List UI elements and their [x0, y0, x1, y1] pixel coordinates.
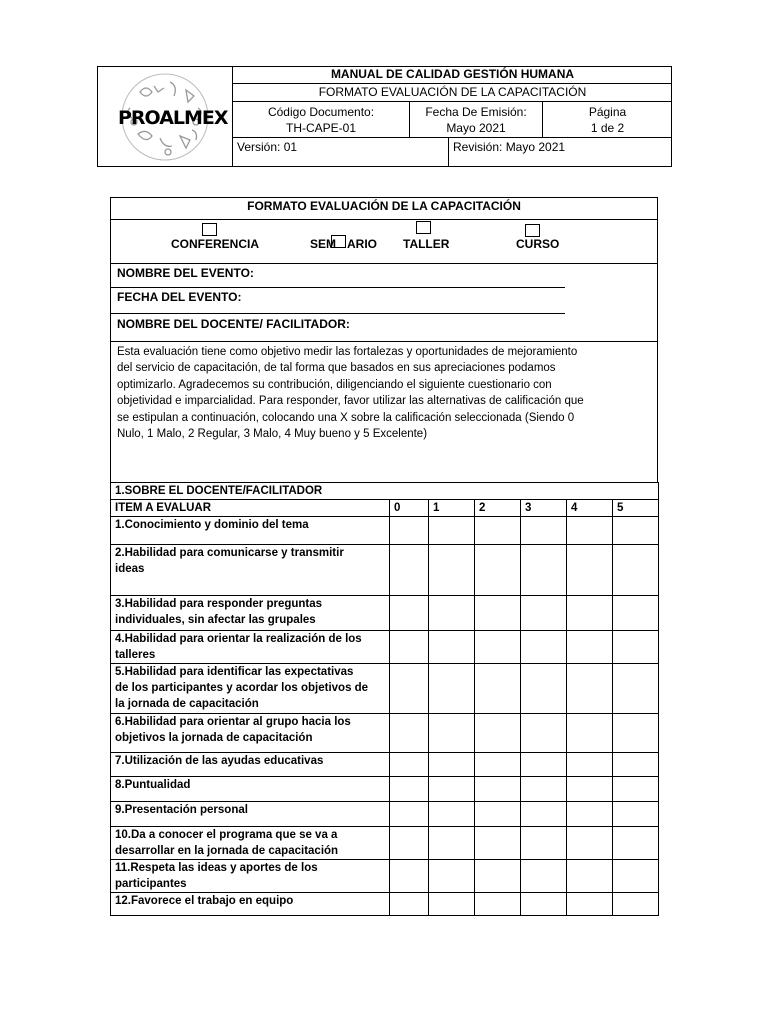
score-cell[interactable] [429, 664, 475, 714]
table-row [111, 714, 659, 753]
score-cell[interactable] [429, 714, 475, 753]
page-label: Página [588, 105, 627, 119]
instructions-line: optimizarlo. Agradecemos su contribución, diligenciando el siguiente cuestionario con [117, 378, 552, 391]
revision: Revisión: Mayo 2021 [453, 140, 566, 154]
score-cell[interactable] [429, 827, 475, 860]
score-cell[interactable] [390, 545, 429, 596]
form-title: FORMATO EVALUACIÓN DE LA CAPACITACIÓN [247, 199, 521, 213]
logo-text: PROALMEX [118, 107, 228, 129]
item-label-line: 10.Da a conocer el programa que se va a [115, 829, 338, 841]
score-cell[interactable] [567, 827, 613, 860]
table-row [111, 777, 659, 802]
score-cell[interactable] [521, 545, 567, 596]
score-cell[interactable] [613, 517, 659, 545]
score-cell[interactable] [613, 714, 659, 753]
seminario-label-end: ARIO [347, 237, 377, 251]
score-cell[interactable] [429, 802, 475, 827]
score-cell[interactable] [521, 802, 567, 827]
issue-date-label: Fecha De Emisión: [425, 105, 527, 119]
item-label-line: 11.Respeta las ideas y aportes de los [115, 862, 318, 874]
score-cell[interactable] [521, 753, 567, 777]
section-title: 1.SOBRE EL DOCENTE/FACILITADOR [111, 483, 659, 500]
item-label-line: 5.Habilidad para identificar las expectativas [115, 666, 354, 678]
score-cell[interactable] [390, 893, 429, 916]
score-cell[interactable] [475, 517, 521, 545]
doc-code-value: TH-CAPE-01 [285, 121, 356, 135]
item-label [111, 860, 390, 893]
score-header: 0 [390, 500, 429, 517]
event-date-label: FECHA DEL EVENTO: [117, 290, 242, 304]
instructions-line: del servicio de capacitación, de tal forma que basados en sus apreciaciones podamos [117, 362, 556, 375]
version: Versión: 01 [237, 140, 298, 154]
issue-date-value: Mayo 2021 [446, 121, 506, 135]
score-cell[interactable] [613, 753, 659, 777]
score-cell[interactable] [429, 631, 475, 664]
score-cell[interactable] [475, 545, 521, 596]
table-row [111, 827, 659, 860]
score-cell[interactable] [429, 596, 475, 631]
score-cell[interactable] [521, 517, 567, 545]
item-label [111, 827, 390, 860]
score-cell[interactable] [475, 860, 521, 893]
item-label [111, 753, 390, 777]
score-header: 2 [475, 500, 521, 517]
section-header-row [111, 483, 659, 500]
score-cell[interactable] [567, 860, 613, 893]
seminario-checkbox[interactable] [331, 235, 346, 248]
score-cell[interactable] [390, 827, 429, 860]
score-cell[interactable] [429, 860, 475, 893]
taller-checkbox[interactable] [416, 221, 431, 234]
score-cell[interactable] [567, 802, 613, 827]
item-label-line: desarrollar en la jornada de capacitación [115, 845, 339, 857]
score-cell[interactable] [567, 517, 613, 545]
score-cell[interactable] [390, 596, 429, 631]
score-cell[interactable] [567, 596, 613, 631]
score-cell[interactable] [429, 545, 475, 596]
score-cell[interactable] [475, 631, 521, 664]
item-label [111, 545, 390, 596]
table-row [111, 517, 659, 545]
column-header-row [111, 500, 659, 517]
score-cell[interactable] [567, 777, 613, 802]
table-row [111, 753, 659, 777]
seminario-label-start: SEM [310, 237, 337, 251]
item-label-line: 8.Puntualidad [115, 779, 191, 791]
score-cell[interactable] [613, 893, 659, 916]
conferencia-checkbox[interactable] [202, 223, 217, 236]
score-cell[interactable] [613, 596, 659, 631]
score-header: 4 [567, 500, 613, 517]
item-label-line: 4.Habilidad para orientar la realización de los [115, 633, 362, 645]
item-label [111, 802, 390, 827]
instructions [117, 344, 657, 442]
table-row [111, 664, 659, 714]
table-row [111, 802, 659, 827]
score-cell[interactable] [390, 860, 429, 893]
table-row [111, 860, 659, 893]
item-label [111, 664, 390, 714]
doc-code-label: Código Documento: [267, 105, 375, 119]
score-cell[interactable] [475, 714, 521, 753]
item-label-line: objetivos la jornada de capacitación [115, 732, 313, 744]
item-label-line: individuales, sin afectar las grupales [115, 614, 316, 626]
company-logo [110, 72, 228, 162]
score-header: 1 [429, 500, 475, 517]
score-cell[interactable] [475, 596, 521, 631]
score-cell[interactable] [521, 631, 567, 664]
score-cell[interactable] [567, 631, 613, 664]
instructions-line: se estipulan a continuación, colocando una X sobre la calificación seleccionada (Siendo 0 [117, 411, 575, 424]
score-cell[interactable] [475, 802, 521, 827]
table-row [111, 545, 659, 596]
item-label-line: talleres [115, 649, 156, 661]
item-label-line: la jornada de capacitación [115, 698, 259, 710]
evaluation-table [110, 482, 659, 916]
score-cell[interactable] [613, 664, 659, 714]
item-label-line: 2.Habilidad para comunicarse y transmitir [115, 547, 344, 559]
score-cell[interactable] [521, 714, 567, 753]
score-cell[interactable] [390, 517, 429, 545]
score-cell[interactable] [390, 631, 429, 664]
score-cell[interactable] [567, 664, 613, 714]
teacher-label: NOMBRE DEL DOCENTE/ FACILITADOR: [117, 317, 350, 331]
score-cell[interactable] [390, 753, 429, 777]
score-cell[interactable] [429, 517, 475, 545]
score-cell[interactable] [475, 664, 521, 714]
table-row [111, 631, 659, 664]
instructions-line: objetividad e imparcialidad. Para responder, favor utilizar las alternativas de calificación que [117, 395, 584, 408]
score-cell[interactable] [613, 545, 659, 596]
score-header: 3 [521, 500, 567, 517]
item-label-line: 3.Habilidad para responder preguntas [115, 598, 323, 610]
score-cell[interactable] [390, 777, 429, 802]
score-header: 5 [613, 500, 659, 517]
score-cell[interactable] [429, 893, 475, 916]
item-label [111, 517, 390, 545]
score-cell[interactable] [521, 893, 567, 916]
score-cell[interactable] [567, 893, 613, 916]
score-cell[interactable] [521, 777, 567, 802]
event-name-label: NOMBRE DEL EVENTO: [117, 266, 254, 280]
score-cell[interactable] [429, 753, 475, 777]
item-label-line: de los participantes y acordar los objetivos de [115, 682, 369, 694]
score-cell[interactable] [475, 827, 521, 860]
score-cell[interactable] [567, 714, 613, 753]
score-cell[interactable] [429, 777, 475, 802]
item-label-line: 6.Habilidad para orientar al grupo hacia los [115, 716, 351, 728]
score-cell[interactable] [390, 664, 429, 714]
item-label [111, 714, 390, 753]
item-label-line: 12.Favorece el trabajo en equipo [115, 895, 294, 907]
header-form-title: FORMATO EVALUACIÓN DE LA CAPACITACIÓN [318, 85, 587, 99]
score-cell[interactable] [521, 664, 567, 714]
score-cell[interactable] [475, 777, 521, 802]
instructions-line: Esta evaluación tiene como objetivo medir las fortalezas y oportunidades de mejoramiento [117, 346, 578, 358]
table-row [111, 596, 659, 631]
score-cell[interactable] [521, 860, 567, 893]
item-header: ITEM A EVALUAR [111, 500, 390, 517]
conferencia-label: CONFERENCIA [171, 237, 260, 251]
item-label [111, 631, 390, 664]
item-label-line: 9.Presentación personal [115, 804, 248, 816]
item-label-line: 1.Conocimiento y dominio del tema [115, 519, 309, 531]
score-cell[interactable] [475, 753, 521, 777]
curso-checkbox[interactable] [525, 224, 540, 237]
item-label-line: ideas [115, 563, 145, 575]
score-cell[interactable] [567, 753, 613, 777]
curso-label: CURSO [516, 237, 560, 251]
item-label-line: 7.Utilización de las ayudas educativas [115, 755, 324, 767]
table-row [111, 893, 659, 916]
score-cell[interactable] [613, 777, 659, 802]
score-cell[interactable] [390, 714, 429, 753]
item-label [111, 893, 390, 916]
page-value: 1 de 2 [590, 121, 625, 135]
taller-label: TALLER [403, 237, 450, 251]
score-cell[interactable] [613, 860, 659, 893]
score-cell[interactable] [521, 596, 567, 631]
score-cell[interactable] [613, 802, 659, 827]
score-cell[interactable] [613, 827, 659, 860]
item-label [111, 777, 390, 802]
score-cell[interactable] [475, 893, 521, 916]
instructions-line: Nulo, 1 Malo, 2 Regular, 3 Malo, 4 Muy bueno y 5 Excelente) [117, 428, 428, 441]
score-cell[interactable] [613, 631, 659, 664]
score-cell[interactable] [521, 827, 567, 860]
item-label-line: participantes [115, 878, 187, 890]
manual-title: MANUAL DE CALIDAD GESTIÓN HUMANA [330, 67, 575, 81]
item-label [111, 596, 390, 631]
score-cell[interactable] [390, 802, 429, 827]
score-cell[interactable] [567, 545, 613, 596]
